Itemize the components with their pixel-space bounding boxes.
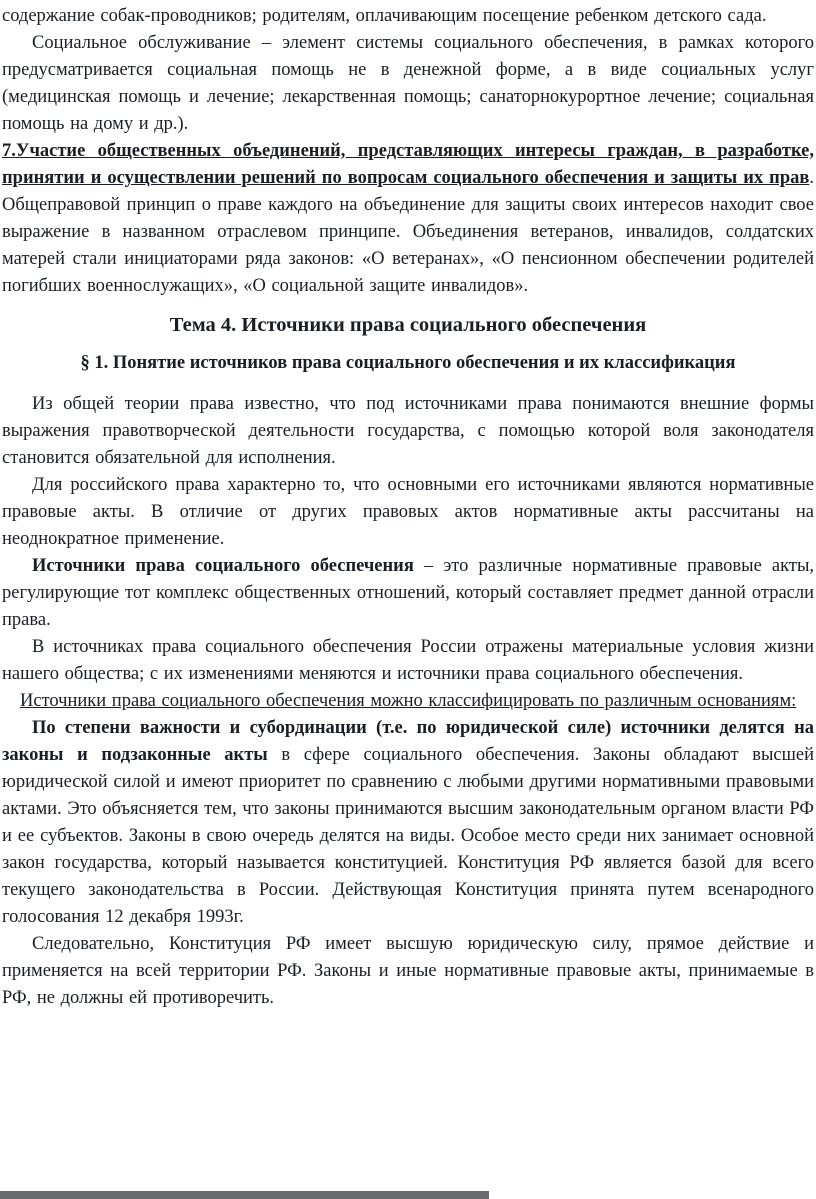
paragraph-lead-text: 7.Участие общественных объединений, представляющих интересы граждан, в разработке, принятии и осуществлении решений по вопросам социального обеспечения и защиты их прав [2, 141, 814, 188]
paragraph-text: Следовательно, Конституция РФ имеет высшую юридическую силу, прямое действие и применяется на всей территории РФ. Законы и иные нормативные правовые акты, принимаемые в РФ, не должны ей противоречить. [2, 934, 814, 1008]
paragraph-material-conditions [2, 634, 814, 688]
heading-text: Тема 4. Источники права социального обеспечения [169, 314, 647, 336]
paragraph-lead-text: По степени важности и субординации (т.е. по юридической силе) источники делятся на законы и подзаконные акты [2, 718, 814, 765]
paragraph-theory-sources [2, 391, 814, 472]
paragraph-text: Источники права социального обеспечения можно классифицировать по различным основаниям: [20, 691, 797, 711]
paragraph-text: содержание собак-проводников; родителям, оплачивающим посещение ребенком детского сада. [2, 6, 767, 26]
heading-text: § 1. Понятие источников права социального обеспечения и их классификация [80, 353, 736, 373]
paragraph-text: Для российского права характерно то, что основными его источниками являются нормативные правовые акты. В отличие от других правовых актов нормативные акты рассчитаны на неоднократное применение. [2, 475, 814, 549]
paragraph-sources-definition [2, 553, 814, 634]
paragraph-text: Из общей теории права известно, что под источниками права понимаются внешние формы выражения правотворческой деятельности государства, с помощью которой воля законодателя становится обязательной для исполнения. [2, 394, 814, 468]
paragraph-classification [2, 688, 814, 715]
paragraph-text: В источниках права социального обеспечения России отражены материальные условия жизни нашего общества; с их изменениями меняются и источники права социального обеспечения. [2, 637, 814, 684]
paragraph-text: Социальное обслуживание – элемент системы социального обеспечения, в рамках которого предусматривается социальная помощь не в денежной форме, а в виде социальных услуг (медицинская помощь и лечение; лекарственная помощь; санаторнокурортное лечение; социальная помощь на дому и др.). [2, 33, 814, 134]
paragraph-text: – это различные нормативные правовые акты, регулирующие тот комплекс общественных отношений, который составляет предмет данной отрасли права. [2, 556, 814, 630]
paragraph-text: в сфере социального обеспечения. Законы обладают высшей юридической силой и имеют приоритет по сравнению с любыми другими нормативными правовыми актами. Это объясняется тем, что законы принимаются высшим законодательным органом власти РФ и ее субъектов. Законы в свою очередь делятся на виды. Особое место среди них занимает основной закон государства, который называется конституцией. Конституция РФ является базой для всего текущего законодательства в России. Действующая Конституция принята путем всенародного голосования 12 декабря 1993г. [2, 745, 814, 927]
paragraph-social-services [2, 30, 814, 138]
paragraph-russian-law [2, 472, 814, 553]
paragraph-text: . Общеправовой принцип о праве каждого на объединение для защиты своих интересов находит свое выражение в названном отраслевом принципе. Объединения ветеранов, инвалидов, солдатских матерей стали инициаторами ряда законов: «О ветеранах», «О пенсионном обеспечении родителей погибших военнослужащих», «О социальной защите инвалидов». [2, 168, 814, 296]
paragraph-principle-7 [2, 138, 814, 300]
paragraph-dog-guides [2, 3, 814, 30]
heading-topic-4 [2, 310, 814, 340]
paragraph-lead-text: Источники права социального обеспечения [32, 556, 414, 576]
paragraph-importance [2, 715, 814, 931]
paragraph-constitution-supremacy [2, 931, 814, 1012]
heading-section-1 [2, 350, 814, 377]
page-edge-bar [0, 1191, 489, 1199]
